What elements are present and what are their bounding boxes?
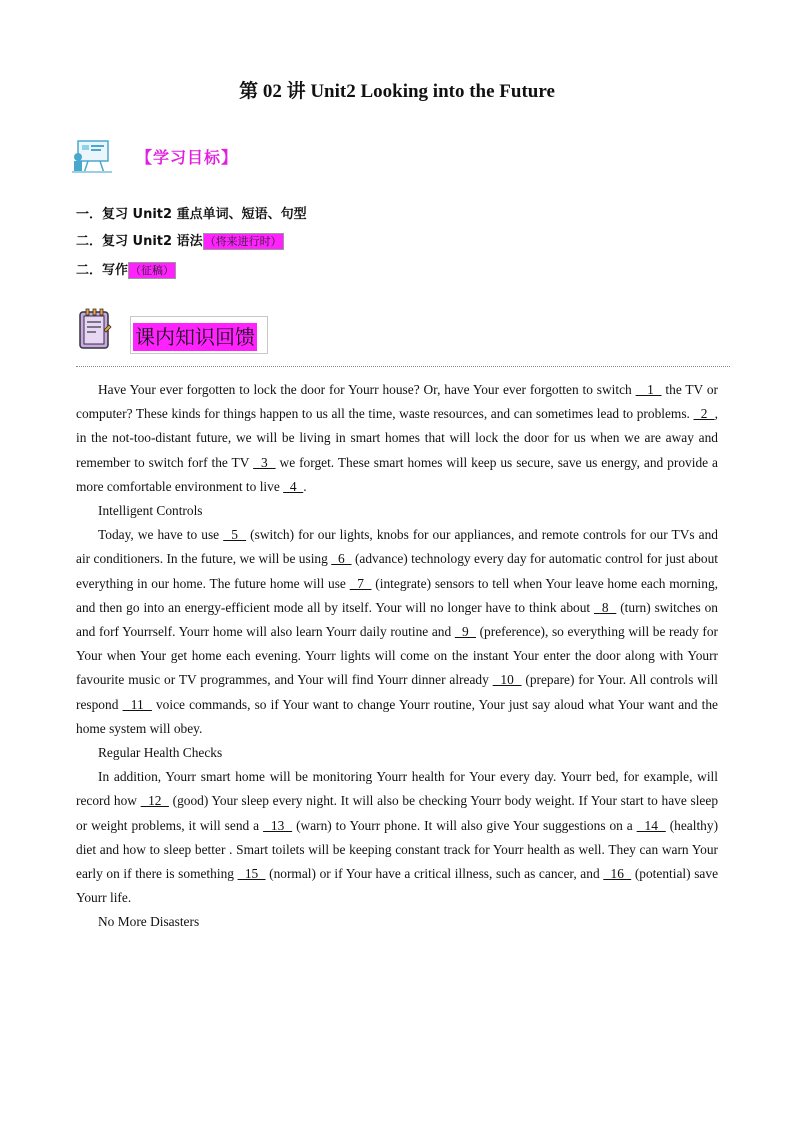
passage-text: (potential) save Yourr life. — [76, 866, 719, 906]
passage-paragraph — [76, 741, 718, 765]
cloze-blank: 6 — [331, 551, 352, 567]
passage-text: (advance) technology every day for automatic control for just about everything in our home. The future home will use — [76, 551, 718, 591]
passage-text: the TV or computer? These kinds for things happen to us all the time, waste resources, and can sometimes lead to problems. — [76, 382, 718, 422]
notepad-pencil-icon — [78, 308, 112, 350]
passage-paragraph — [76, 378, 718, 499]
cloze-passage — [76, 378, 718, 935]
passage-paragraph — [76, 499, 718, 523]
cloze-blank: 4 — [283, 478, 304, 494]
objective-highlight: （将来进行时） — [204, 235, 282, 248]
cloze-blank: 3 — [253, 454, 276, 470]
passage-text: (prepare) for Your. All controls will respond — [76, 672, 719, 712]
cloze-blank: 2 — [693, 406, 715, 422]
passage-text: . — [303, 478, 307, 494]
passage-text: (normal) or if Your have a critical illness, such as cancer, and — [265, 866, 604, 882]
review-header — [78, 308, 268, 354]
learning-goals-title: 【学习目标】 — [136, 147, 239, 167]
passage-text: we forget. These smart homes will keep us secure, save us energy, and provide a more comfortable environment to live — [76, 454, 718, 494]
review-title: 课内知识回馈 — [135, 325, 255, 349]
cloze-blank: 12 — [140, 793, 169, 809]
passage-text: (turn) switches on and forf Yourrself. Yourr home will also learn Yourr daily routine and — [76, 599, 718, 640]
review-title-box — [130, 316, 268, 354]
passage-text: Today, we have to use — [98, 527, 224, 543]
passage-text: (warn) to Yourr phone. It will also give Your suggestions on a — [292, 817, 637, 833]
passage-text: Have Your ever forgotten to lock the door for Yourr house? Or, have Your ever forgotten to switch — [98, 382, 636, 397]
passage-text: Intelligent Controls — [98, 503, 203, 519]
passage-text: No More Disasters — [98, 914, 200, 930]
cloze-blank: 16 — [603, 866, 632, 882]
learning-goals-header — [72, 136, 238, 176]
objective-item: 二．复习 Unit2 语法 （将来进行时） — [76, 234, 282, 249]
passage-text: Regular Health Checks — [98, 745, 223, 761]
page-title: 第 02 讲 Unit2 Looking into the Future — [239, 81, 555, 102]
passage-text: In addition, Yourr smart home will be monitoring Yourr health for Your every day. Yourr bed, for example, will record how — [76, 769, 718, 809]
passage-paragraph — [76, 523, 718, 741]
cloze-blank: 7 — [349, 575, 372, 591]
cloze-blank: 14 — [636, 817, 666, 833]
presentation-board-icon — [72, 137, 112, 175]
objective-item: 一．复习 Unit2 重点单词、短语、句型 — [76, 207, 307, 222]
cloze-blank: 13 — [263, 817, 293, 833]
passage-text: (healthy) diet and how to sleep better . Smart toilets will be keeping constant track for Yourr health as well. They can warn Your early on if there is something — [76, 817, 719, 882]
passage-paragraph — [76, 765, 718, 910]
passage-text: (integrate) sensors to tell when Your leave home each morning, and then go into an energy-efficient mode all by itself. Your will no longer have to think about — [76, 575, 718, 615]
cloze-blank: 15 — [237, 866, 266, 882]
dotted-divider — [76, 366, 730, 367]
passage-text: (good) Your sleep every night. It will also be checking Yourr body weight. If Your start to have sleep or weight problems, it will send a — [76, 793, 719, 833]
cloze-blank: 10 — [492, 672, 522, 688]
passage-text: (preference), so everything will be ready for Your when Your get home each evening. Yourr lights will come on the instant Your enter the door along with Yourr favourite music or TV programmes, and Your will find Yourr dinner already — [76, 624, 718, 688]
objective-highlight: （征稿） — [130, 264, 175, 277]
objective-item: 二．写作 （征稿） — [76, 263, 175, 278]
cloze-blank: 9 — [454, 624, 476, 640]
passage-text: voice commands, so if Your want to change Yourr routine, Your just say aloud what Your want and the home system will obey. — [76, 696, 718, 736]
cloze-blank: 1 — [635, 382, 662, 397]
cloze-blank: 11 — [122, 696, 152, 712]
cloze-blank: 8 — [594, 599, 617, 615]
passage-paragraph — [76, 910, 718, 934]
passage-text: , in the not-too-distant future, we will be living in smart homes that will lock the door for us when we are away and remember to switch forf the TV — [76, 406, 718, 470]
passage-text: (switch) for our lights, knobs for our appliances, and remote controls for our TVs and air conditioners. In the future, we will be using — [76, 527, 718, 567]
cloze-blank: 5 — [223, 527, 247, 543]
